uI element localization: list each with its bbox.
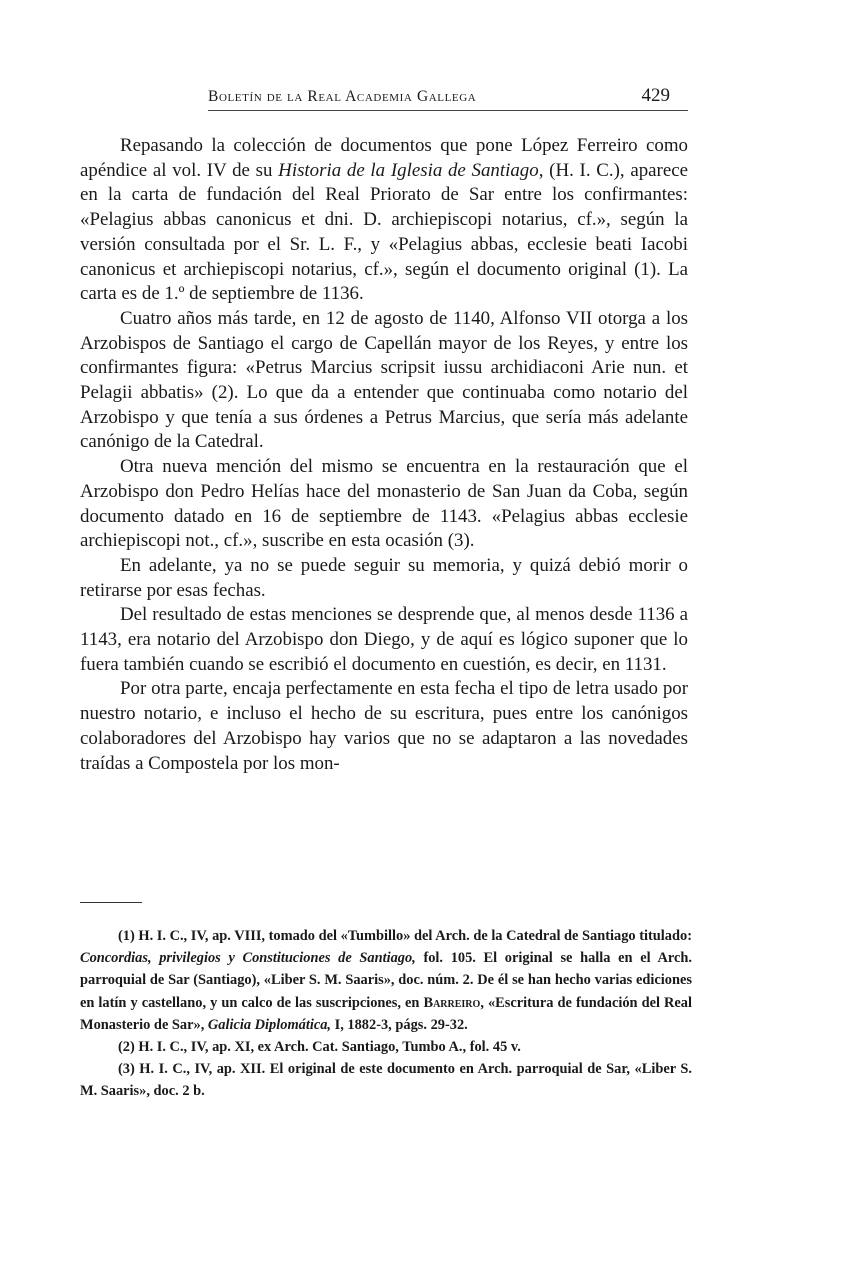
paragraph: En adelante, ya no se puede seguir su memoria, y quizá debió morir o retirarse por esas fechas. [80, 554, 688, 601]
footnote: (2) H. I. C., IV, ap. XI, ex Arch. Cat. Santiago, Tumbo A., fol. 45 v. [118, 1039, 521, 1056]
footnote-text: , «Escritura de fundación del Real Monasterio de Sar», [80, 994, 692, 1033]
footnote-text: fol. 105. El original se halla en el Arch. parroquial de Sar (Santiago), «Liber S. M. Saaris», doc. núm. 2. De él se han hecho varias ediciones en latín y castellano, y un calco de las suscripciones, en [80, 950, 692, 1011]
paragraph-text: (H. I. C.), aparece en la carta de fundación del Real Priorato de Sar entre los confirmantes: «Pelagius abbas canonicus et dni. D. archiepiscopi notarius, cf.», según la versión consultada por el Sr. L. F., y «Pelagius abbas, ecclesie beati Iacobi canonicus et archiepiscopi notarius, cf.», según el documento original (1). La carta es de 1.º de septiembre de 1136. [80, 159, 688, 305]
footnote [80, 925, 692, 1036]
running-head [80, 86, 688, 112]
paragraph: Por otra parte, encaja perfectamente en esta fecha el tipo de letra usado por nuestro notario, e incluso el hecho de su escritura, pues entre los canónigos colaboradores del Arzobispo hay varios que no se adaptaron a las novedades traídas a Compostela por los mon- [80, 678, 688, 774]
footnote-text: (1) H. I. C., IV, ap. VIII, tomado del «Tumbillo» del Arch. de la Catedral de Santiago titulado: [118, 928, 692, 944]
book-title: Concordias, privilegios y Constituciones de Santiago, [80, 950, 416, 967]
paragraph-text: Repasando la colección de documentos que pone López Ferreiro como apéndice al vol. IV de su [80, 135, 688, 181]
footnote-separator [80, 902, 142, 903]
paragraph: Otra nueva mención del mismo se encuentra en la restauración que el Arzobispo don Pedro Helías hace del monasterio de San Juan da Coba, según documento datado en 16 de septiembre de 1143. «Pelagius abbas ecclesie archiepiscopi not., cf.», suscribe en esta ocasión (3). [80, 456, 688, 552]
paragraph: Del resultado de estas menciones se desprende que, al menos desde 1136 a 1143, era notario del Arzobispo don Diego, y de aquí es lógico suponer que lo fuera también cuando se escribió el documento en cuestión, es decir, en 1131. [80, 604, 688, 675]
footnotes [80, 925, 692, 1103]
journal-title: Galicia Diplomática, [207, 1016, 332, 1033]
footnote-text: I, 1882-3, págs. 29-32. [331, 1016, 468, 1033]
book-title: Historia de la Iglesia de Santiago, [278, 159, 544, 181]
running-title: Boletín de la Real Academia Gallega [208, 88, 477, 105]
paragraph: Cuatro años más tarde, en 12 de agosto de 1140, Alfonso VII otorga a los Arzobispos de Santiago el cargo de Capellán mayor de los Reyes, y entre los confirmantes figura: «Petrus Marcius scripsit iussu archidiaconi Arie nun. et Pelagii abbatis» (2). Lo que da a entender que continuaba como notario del Arzobispo y que tenía a sus órdenes a Petrus Marcius, que sería más adelante canónigo de la Catedral. [80, 307, 688, 453]
author-name: Barreiro [423, 994, 481, 1011]
page-number: 429 [641, 85, 670, 106]
body-text [80, 134, 688, 776]
footnote: (3) H. I. C., IV, ap. XII. El original de este documento en Arch. parroquial de Sar, «Liber S. M. Saaris», doc. 2 b. [80, 1061, 692, 1100]
header-rule [208, 110, 688, 111]
paragraph [80, 134, 688, 307]
